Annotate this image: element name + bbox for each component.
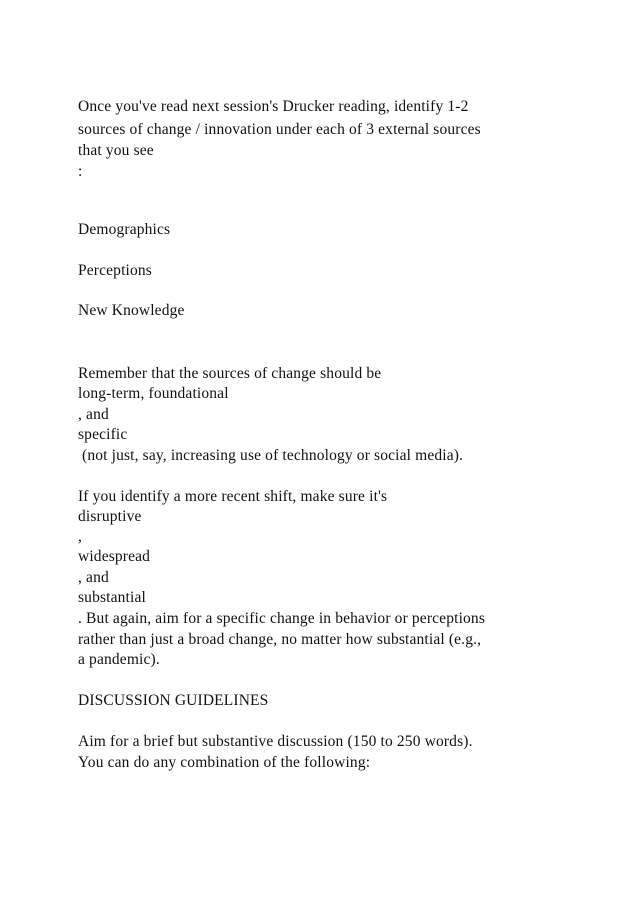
recent-shift-line-6: substantial (78, 589, 146, 606)
guidelines-line-1: Aim for a brief but substantive discussion (150 to 250 words). (78, 733, 473, 750)
guidelines-line-2: You can do any combination of the following: (78, 754, 371, 771)
source-perceptions: Perceptions (78, 262, 152, 279)
intro-line-1: Once you've read next session's Drucker reading, identify 1-2 (78, 98, 469, 115)
recent-shift-line-3: , (78, 528, 83, 545)
intro-line-3: that you see (78, 142, 154, 159)
recent-shift-line-5: , and (78, 569, 109, 586)
guidelines-heading: DISCUSSION GUIDELINES (78, 692, 269, 709)
intro-line-4: : (78, 163, 83, 180)
intro-line-2: sources of change / innovation under each of 3 external sources (78, 121, 481, 138)
remember-line-3: , and (78, 406, 109, 423)
recent-shift-line-9: a pandemic). (78, 651, 160, 668)
source-new-knowledge: New Knowledge (78, 302, 185, 319)
remember-line-5: (not just, say, increasing use of technology or social media). (78, 447, 464, 464)
remember-line-2: long-term, foundational (78, 385, 229, 402)
recent-shift-line-8: rather than just a broad change, no matter how substantial (e.g., (78, 631, 482, 648)
remember-line-1: Remember that the sources of change should be (78, 365, 382, 382)
recent-shift-line-2: disruptive (78, 508, 142, 525)
remember-line-4: specific (78, 426, 128, 443)
recent-shift-line-4: widespread (78, 548, 151, 565)
recent-shift-line-1: If you identify a more recent shift, make sure it's (78, 488, 388, 505)
recent-shift-line-7: . But again, aim for a specific change in behavior or perceptions (78, 610, 486, 627)
source-demographics: Demographics (78, 221, 171, 238)
